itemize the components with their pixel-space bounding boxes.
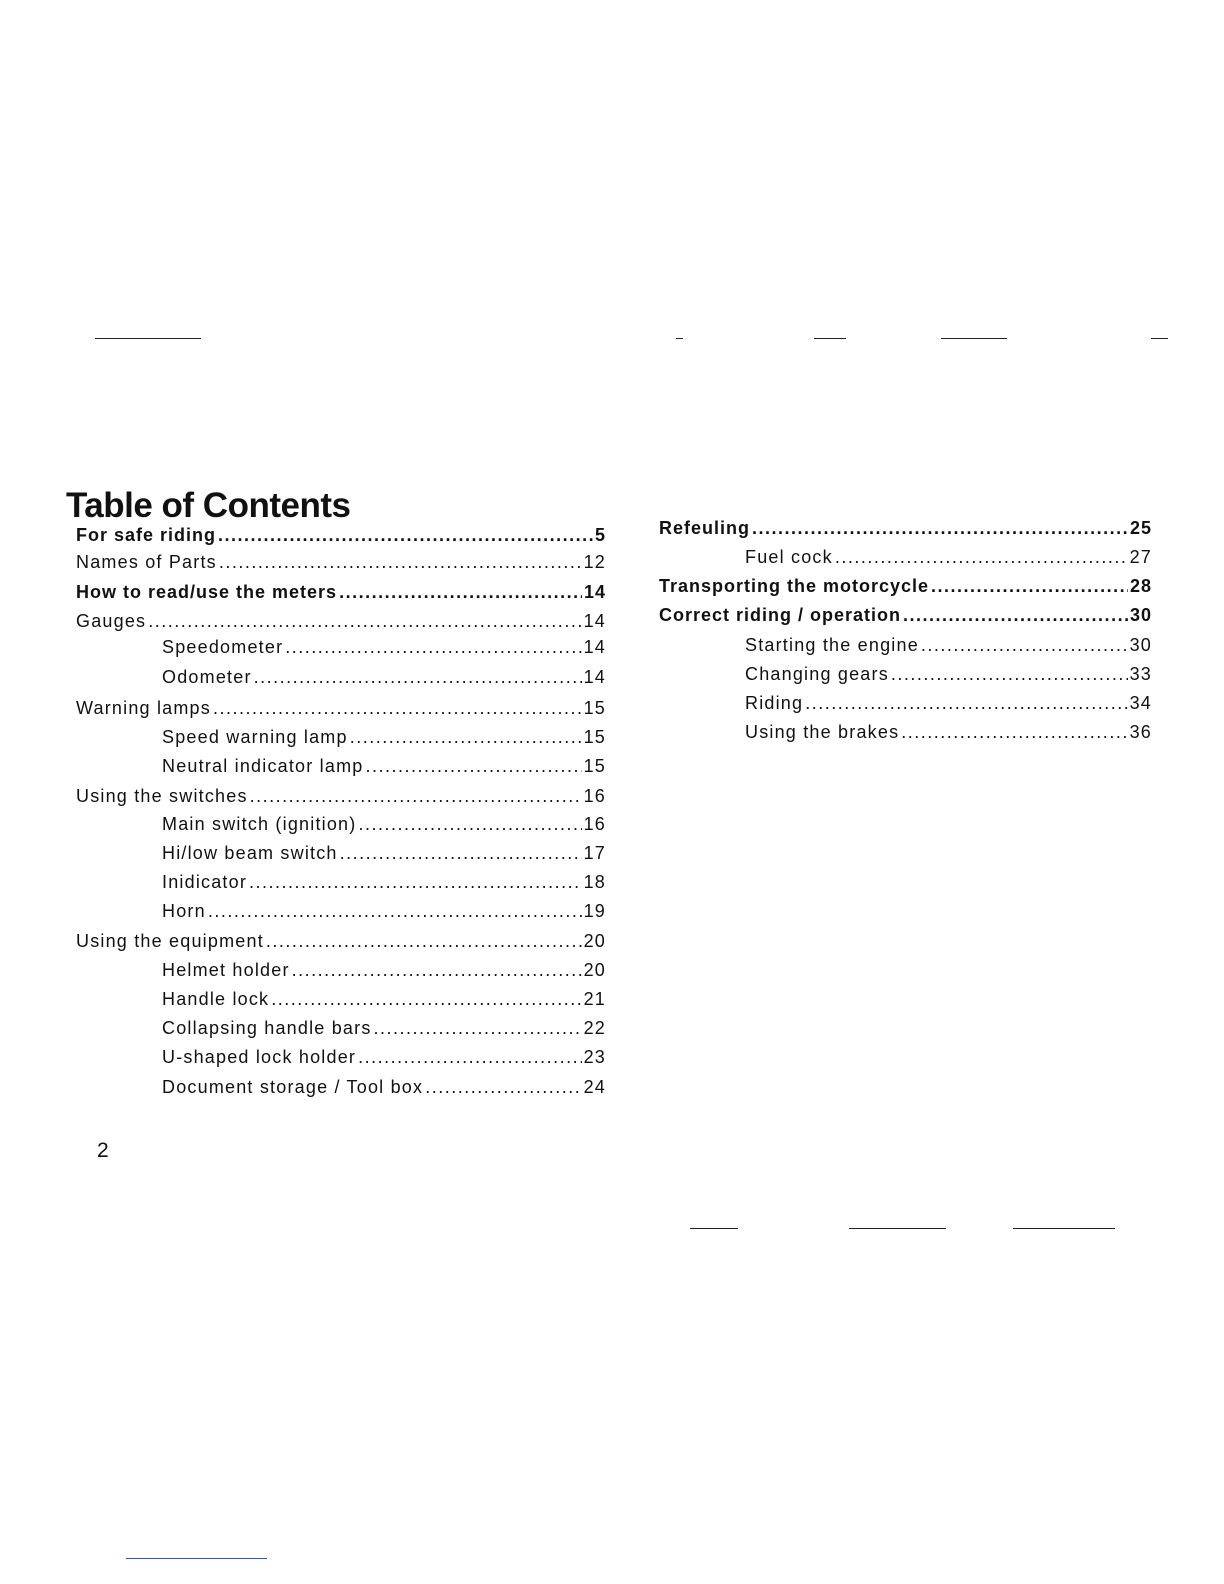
dot-leader [339,581,582,603]
dot-leader [285,636,581,658]
toc-entry-label: Using the switches [76,786,248,806]
toc-entry-neutral-indicator-lamp[interactable] [162,755,606,777]
toc-entry-label: Document storage / Tool box [162,1077,424,1097]
dot-leader [921,634,1128,656]
toc-entry-page-number: 14 [583,582,606,602]
dot-leader [752,517,1128,539]
toc-entry-horn[interactable] [162,900,606,922]
dot-leader [219,551,582,573]
toc-entry-label: U-shaped lock holder [162,1047,357,1067]
toc-entry-correct-riding-operation[interactable] [659,604,1152,626]
toc-entry-helmet-holder[interactable] [162,959,606,981]
dot-leader [901,721,1127,743]
dot-leader [374,1017,582,1039]
toc-entry-using-the-brakes[interactable] [745,721,1152,743]
toc-entry-label: Inidicator [162,872,248,892]
toc-entry-label: How to read/use the meters [76,582,338,602]
dot-leader [292,959,582,981]
footer-rule [126,1558,267,1559]
toc-entry-label: Changing gears [745,664,889,684]
toc-entry-page-number: 12 [583,552,606,572]
dot-leader [266,930,582,952]
toc-entry-page-number: 15 [583,698,606,718]
bottom-rule-mark-3 [1013,1228,1115,1229]
top-rule-mark-2 [814,338,846,339]
toc-entry-how-to-read-use-the-meters[interactable] [76,581,606,603]
toc-entry-page-number: 22 [583,1018,606,1038]
dot-leader [249,871,582,893]
toc-entry-hi-low-beam-switch[interactable] [162,842,606,864]
dot-leader [903,604,1128,626]
dot-leader [835,546,1128,568]
toc-entry-page-number: 28 [1129,576,1152,596]
dot-leader [891,663,1128,685]
dot-leader [218,524,593,546]
toc-entry-label: Refeuling [659,518,751,538]
toc-entry-speed-warning-lamp[interactable] [162,726,606,748]
toc-entry-names-of-parts[interactable] [76,551,606,573]
toc-entry-label: Speed warning lamp [162,727,348,747]
toc-entry-page-number: 15 [583,756,606,776]
toc-entry-page-number: 19 [583,901,606,921]
toc-entry-using-the-switches[interactable] [76,785,606,807]
dot-leader [213,697,582,719]
toc-entry-label: Starting the engine [745,635,919,655]
toc-entry-for-safe-riding[interactable] [76,524,606,546]
toc-entry-page-number: 14 [583,637,606,657]
dot-leader [208,900,582,922]
toc-entry-changing-gears[interactable] [745,663,1152,685]
toc-entry-label: Fuel cock [745,547,833,567]
toc-entry-page-number: 16 [583,814,606,834]
dot-leader [358,1046,581,1068]
toc-entry-label: Horn [162,901,206,921]
toc-entry-label: Transporting the motorcycle [659,576,930,596]
toc-entry-riding[interactable] [745,692,1152,714]
bottom-rule-mark-2 [849,1228,946,1229]
page-number: 2 [97,1139,109,1162]
toc-entry-page-number: 21 [583,989,606,1009]
toc-entry-warning-lamps[interactable] [76,697,606,719]
toc-entry-label: Handle lock [162,989,270,1009]
toc-entry-gauges[interactable] [76,610,606,632]
toc-entry-refeuling[interactable] [659,517,1152,539]
top-rule-left [95,338,201,339]
toc-entry-speedometer[interactable] [162,636,606,658]
toc-entry-page-number: 30 [1129,635,1152,655]
dot-leader [365,755,581,777]
dot-leader [425,1076,581,1098]
toc-entry-label: Hi/low beam switch [162,843,338,863]
toc-entry-page-number: 36 [1129,722,1152,742]
toc-entry-fuel-cock[interactable] [745,546,1152,568]
toc-entry-starting-the-engine[interactable] [745,634,1152,656]
toc-entry-label: For safe riding [76,525,217,545]
toc-entry-u-shaped-lock-holder[interactable] [162,1046,606,1068]
toc-entry-page-number: 30 [1129,605,1152,625]
dot-leader [254,666,582,688]
toc-entry-label: Using the equipment [76,931,264,951]
toc-entry-document-storage-tool-box[interactable] [162,1076,606,1098]
dot-leader [271,988,581,1010]
dot-leader [350,726,582,748]
toc-entry-page-number: 25 [1129,518,1152,538]
toc-entry-page-number: 15 [583,727,606,747]
dot-leader [805,692,1127,714]
toc-entry-transporting-the-motorcycle[interactable] [659,575,1152,597]
bottom-rule-mark-1 [690,1228,738,1229]
toc-entry-inidicator[interactable] [162,871,606,893]
toc-entry-page-number: 34 [1129,693,1152,713]
toc-entry-label: Warning lamps [76,698,211,718]
toc-entry-page-number: 14 [583,667,606,687]
toc-entry-label: Neutral indicator lamp [162,756,364,776]
toc-entry-page-number: 24 [583,1077,606,1097]
dot-leader [340,842,582,864]
toc-entry-page-number: 14 [583,611,606,631]
toc-entry-page-number: 17 [583,843,606,863]
toc-entry-page-number: 18 [583,872,606,892]
toc-entry-page-number: 27 [1129,547,1152,567]
dot-leader [931,575,1128,597]
toc-entry-using-the-equipment[interactable] [76,930,606,952]
toc-entry-label: Riding [745,693,804,713]
toc-entry-page-number: 20 [583,931,606,951]
toc-entry-page-number: 33 [1129,664,1152,684]
toc-entry-page-number: 5 [594,525,606,545]
toc-entry-label: Collapsing handle bars [162,1018,372,1038]
toc-entry-label: Correct riding / operation [659,605,902,625]
toc-entry-label: Using the brakes [745,722,900,742]
toc-entry-main-switch-ignition[interactable] [162,813,606,835]
toc-entry-page-number: 20 [583,960,606,980]
toc-entry-page-number: 23 [583,1047,606,1067]
toc-entry-label: Odometer [162,667,252,687]
top-rule-mark-1 [676,338,683,339]
toc-entry-label: Names of Parts [76,552,217,572]
dot-leader [250,785,582,807]
toc-entry-label: Helmet holder [162,960,290,980]
toc-entry-handle-lock[interactable] [162,988,606,1010]
page-title: Table of Contents [66,486,351,525]
toc-entry-page-number: 16 [583,786,606,806]
toc-entry-label: Speedometer [162,637,284,657]
toc-entry-label: Main switch (ignition) [162,814,357,834]
dot-leader [358,813,581,835]
toc-entry-collapsing-handle-bars[interactable] [162,1017,606,1039]
dot-leader [148,610,581,632]
top-rule-mark-4 [1151,338,1168,339]
top-rule-mark-3 [941,338,1007,339]
toc-entry-label: Gauges [76,611,147,631]
toc-entry-odometer[interactable] [162,666,606,688]
